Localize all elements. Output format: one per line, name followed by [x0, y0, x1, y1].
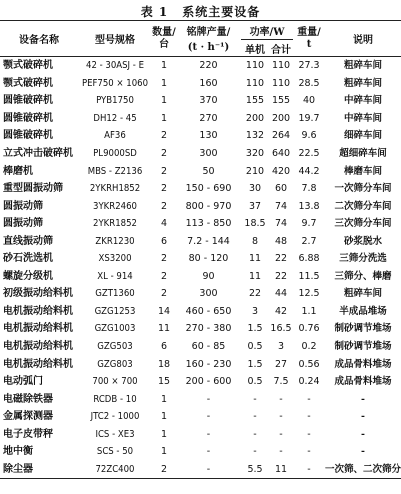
- cell-capacity: -: [206, 411, 211, 423]
- cell-capacity: -: [206, 446, 211, 458]
- cell-model: GZT1360: [95, 288, 135, 300]
- cell-weight: 9.6: [301, 130, 317, 142]
- cell-name: 颚式破碎机: [3, 60, 53, 72]
- cell-name: 电机振动给料机: [3, 358, 73, 370]
- table-row: [0, 373, 401, 391]
- cell-name: 螺旋分级机: [3, 270, 53, 282]
- cell-quantity: 14: [157, 305, 171, 317]
- cell-power-total: 16.5: [270, 323, 292, 335]
- cell-weight: 28.5: [298, 77, 320, 89]
- cell-note: 三筛分洗选: [339, 253, 387, 265]
- cell-power-total: 22: [274, 253, 288, 265]
- cell-weight: 0.56: [298, 358, 320, 370]
- cell-capacity: 160: [199, 77, 218, 89]
- cell-model: 42 - 30ASJ - E: [86, 60, 144, 72]
- cell-power-total: 44: [274, 288, 288, 300]
- cell-model: GZG503: [97, 341, 133, 353]
- table-row: [0, 197, 401, 215]
- table-row: [0, 303, 401, 321]
- cell-power-total: 74: [274, 218, 288, 230]
- cell-model: JTC2 - 1000: [90, 411, 140, 423]
- cell-quantity: 2: [160, 148, 168, 159]
- cell-model: ZKR1230: [95, 235, 135, 247]
- cell-power-single: 8: [251, 235, 259, 247]
- cell-quantity: 1: [160, 60, 168, 72]
- cell-quantity: 1: [160, 112, 168, 124]
- table-row: [0, 232, 401, 250]
- cell-weight: 0.2: [301, 341, 317, 353]
- cell-model: GZG803: [97, 358, 133, 370]
- header-power-single: 单机: [241, 40, 269, 57]
- cell-power-single: 155: [245, 95, 265, 107]
- cell-capacity: 220: [199, 60, 218, 72]
- cell-power-total: 155: [271, 95, 291, 107]
- cell-weight: -: [307, 411, 311, 423]
- cell-capacity: 150 - 690: [185, 183, 232, 195]
- cell-quantity: 1: [160, 393, 168, 405]
- table-row: [0, 110, 401, 128]
- header-quantity: [152, 21, 176, 57]
- cell-power-total: 42: [274, 305, 288, 317]
- cell-power-single: 30: [248, 183, 262, 195]
- cell-capacity: 370: [199, 95, 218, 107]
- table-row: [0, 425, 401, 443]
- cell-capacity: 300: [199, 148, 218, 159]
- cell-power-single: 1.5: [247, 358, 263, 370]
- cell-power-single: 3: [251, 305, 259, 317]
- cell-quantity: 2: [160, 183, 168, 195]
- cell-power-total: 11: [274, 463, 288, 475]
- cell-note: 半成品堆场: [339, 305, 387, 317]
- cell-power-total: 48: [274, 235, 288, 247]
- table-title: 系统主要设备: [182, 5, 261, 19]
- cell-power-single: 210: [245, 165, 265, 177]
- cell-power-total: 60: [274, 183, 288, 195]
- cell-power-single: 1.5: [247, 323, 263, 335]
- cell-model: MBS - Z2136: [87, 165, 143, 177]
- header-weight-unit: t: [306, 38, 312, 50]
- cell-power-total: 110: [271, 77, 291, 89]
- cell-power-total: 22: [274, 270, 288, 282]
- cell-name: 电机振动给料机: [3, 341, 73, 353]
- cell-power-total: 7.5: [273, 376, 289, 388]
- header-capacity: 铭牌产量/: [186, 26, 231, 38]
- cell-note: 二次筛分车间: [334, 200, 392, 212]
- cell-power-total: -: [279, 393, 283, 405]
- cell-model: RCDB - 10: [93, 393, 137, 405]
- cell-name: 除尘器: [3, 463, 33, 475]
- cell-name: 电机振动给料机: [3, 305, 73, 317]
- cell-model: SCS - 50: [96, 446, 134, 458]
- cell-weight: 6.88: [298, 253, 320, 265]
- cell-note: 三筛分、棒磨: [334, 270, 392, 282]
- cell-capacity: 160 - 230: [185, 358, 232, 370]
- header-quantity-unit: 台: [159, 38, 169, 50]
- cell-weight: 9.7: [301, 218, 317, 230]
- cell-model: 2YKR1852: [93, 218, 137, 230]
- cell-weight: 11.5: [298, 270, 320, 282]
- cell-quantity: 6: [160, 341, 168, 353]
- cell-weight: 19.7: [298, 112, 320, 124]
- cell-note: 一次筛分车间: [334, 183, 392, 195]
- cell-power-total: 27: [274, 358, 288, 370]
- cell-power-single: 11: [248, 253, 262, 265]
- table-row: [0, 443, 401, 461]
- cell-weight: -: [307, 428, 311, 440]
- cell-note: -: [361, 393, 365, 405]
- cell-note: 中碎车间: [344, 95, 383, 107]
- cell-weight: 27.3: [298, 60, 320, 72]
- header-power: 功率/W: [249, 26, 285, 38]
- cell-note: 三次筛分车间: [334, 218, 392, 230]
- cell-quantity: 2: [160, 165, 168, 177]
- cell-capacity: 60 - 85: [191, 341, 226, 353]
- header-note: 说明: [353, 35, 374, 46]
- equipment-table: [0, 20, 401, 479]
- cell-capacity: 7.2 - 144: [187, 235, 230, 247]
- cell-power-total: -: [279, 428, 283, 440]
- cell-weight: -: [307, 393, 311, 405]
- cell-name: 砂石洗选机: [3, 253, 53, 265]
- table-row: [0, 461, 401, 479]
- cell-name: 颚式破碎机: [3, 77, 53, 89]
- cell-model: 700 × 700: [92, 376, 138, 388]
- cell-capacity: 90: [202, 270, 215, 282]
- cell-quantity: 1: [160, 95, 168, 107]
- cell-model: AF36: [104, 130, 126, 142]
- table-row: [0, 355, 401, 373]
- table-row: [0, 57, 401, 75]
- cell-weight: -: [307, 463, 311, 475]
- cell-weight: 1.1: [301, 305, 317, 317]
- cell-name: 圆振动筛: [3, 200, 43, 212]
- cell-power-single: 110: [245, 77, 265, 89]
- cell-power-total: 264: [271, 130, 291, 142]
- cell-name: 直线振动筛: [3, 235, 53, 247]
- table-row: [0, 320, 401, 338]
- cell-power-single: -: [253, 446, 257, 458]
- cell-quantity: 2: [160, 288, 168, 300]
- table-row: [0, 268, 401, 286]
- cell-capacity: 50: [202, 165, 215, 177]
- cell-weight: 7.8: [301, 183, 317, 195]
- cell-power-total: -: [279, 446, 283, 458]
- table-row: [0, 215, 401, 233]
- cell-power-single: -: [253, 411, 257, 423]
- cell-name: 初级振动给料机: [3, 288, 73, 300]
- cell-capacity: 800 - 970: [185, 200, 232, 212]
- cell-power-single: 132: [245, 130, 265, 142]
- cell-weight: 2.7: [301, 235, 317, 247]
- cell-note: -: [361, 411, 365, 423]
- table-body: [0, 57, 401, 479]
- cell-quantity: 1: [160, 411, 168, 423]
- table-row: [0, 162, 401, 180]
- cell-note: 粗碎车间: [344, 288, 383, 300]
- cell-capacity: -: [206, 393, 211, 405]
- cell-power-single: 0.5: [247, 376, 263, 388]
- cell-quantity: 2: [160, 270, 168, 282]
- cell-weight: 13.8: [298, 200, 320, 212]
- cell-power-single: 0.5: [247, 341, 263, 353]
- table-row: [0, 338, 401, 356]
- cell-power-single: 320: [245, 148, 265, 159]
- cell-weight: 12.5: [298, 288, 320, 300]
- cell-weight: 0.24: [298, 376, 320, 388]
- cell-note: 成品骨料堆场: [334, 376, 392, 388]
- cell-quantity: 2: [160, 463, 168, 475]
- cell-name: 圆锥破碎机: [3, 112, 53, 124]
- cell-note: 中碎车间: [344, 112, 383, 124]
- cell-quantity: 2: [160, 253, 168, 265]
- cell-power-single: 37: [248, 200, 262, 212]
- cell-quantity: 1: [160, 446, 168, 458]
- header-weight-label: 重量/: [297, 26, 321, 38]
- cell-power-single: 5.5: [247, 463, 263, 475]
- cell-model: PYB1750: [96, 95, 134, 107]
- header-weight: [293, 21, 325, 57]
- cell-name: 电动弧门: [3, 376, 43, 388]
- table-header: [0, 21, 401, 57]
- cell-power-single: 22: [248, 288, 262, 300]
- cell-quantity: 6: [160, 235, 168, 247]
- cell-capacity: -: [206, 428, 211, 440]
- cell-capacity: 300: [199, 288, 218, 300]
- cell-model: XL - 914: [97, 270, 133, 282]
- cell-quantity: 4: [160, 218, 168, 230]
- cell-weight: 40: [302, 95, 316, 107]
- table-row: [0, 75, 401, 93]
- cell-note: 一次筛、二次筛分: [325, 463, 401, 475]
- cell-weight: 0.76: [298, 323, 320, 335]
- cell-capacity: 460 - 650: [185, 305, 232, 317]
- cell-model: 2YKRH1852: [89, 183, 141, 195]
- cell-power-total: 74: [274, 200, 288, 212]
- cell-name: 立式冲击破碎机: [3, 148, 73, 159]
- cell-note: -: [361, 446, 365, 458]
- cell-power-total: 200: [271, 112, 291, 124]
- cell-capacity: 270 - 380: [185, 323, 232, 335]
- header-capacity-unit: (t · h⁻¹): [187, 42, 230, 54]
- cell-capacity: -: [206, 463, 211, 475]
- cell-note: 成品骨料堆场: [334, 358, 392, 370]
- header-model: 型号规格: [95, 35, 135, 46]
- cell-power-total: 640: [271, 148, 291, 159]
- table-row: [0, 145, 401, 163]
- cell-power-single: 18.5: [244, 218, 266, 230]
- header-quantity-label: 数量/: [152, 26, 176, 38]
- cell-weight: 44.2: [298, 165, 320, 177]
- cell-power-single: 200: [245, 112, 265, 124]
- cell-model: 3YKR2460: [93, 200, 137, 212]
- cell-power-single: -: [253, 428, 257, 440]
- table-caption: [0, 3, 401, 20]
- cell-model: XS3200: [98, 253, 132, 265]
- cell-model: PL9000SD: [93, 148, 137, 159]
- cell-note: 细碎车间: [344, 130, 383, 142]
- cell-power-single: 11: [248, 270, 262, 282]
- cell-name: 圆锥破碎机: [3, 95, 53, 107]
- header-name: 设备名称: [19, 35, 59, 46]
- table-row: [0, 92, 401, 110]
- cell-model: GZG1003: [94, 323, 136, 335]
- cell-quantity: 18: [157, 358, 171, 370]
- cell-note: 制砂调节堆场: [334, 323, 392, 335]
- cell-power-single: -: [253, 393, 257, 405]
- cell-power-single: 110: [245, 60, 265, 72]
- cell-note: 粗碎车间: [344, 77, 383, 89]
- cell-name: 金属探测器: [3, 411, 53, 423]
- cell-note: 超细碎车间: [339, 148, 387, 159]
- cell-quantity: 2: [160, 130, 168, 142]
- cell-model: GZG1253: [94, 305, 136, 317]
- cell-weight: 22.5: [298, 148, 320, 159]
- header-power-total: 合计: [269, 40, 293, 57]
- table-row: [0, 127, 401, 145]
- table-row: [0, 408, 401, 426]
- cell-model: PEF750 × 1060: [81, 77, 149, 89]
- cell-name: 圆振动筛: [3, 218, 43, 230]
- cell-quantity: 2: [160, 200, 168, 212]
- cell-capacity: 270: [199, 112, 218, 124]
- cell-model: ICS - XE3: [95, 428, 135, 440]
- cell-quantity: 15: [157, 376, 171, 388]
- cell-name: 电磁除铁器: [3, 393, 53, 405]
- cell-name: 地中衡: [3, 446, 33, 458]
- cell-quantity: 11: [157, 323, 171, 335]
- cell-power-total: 3: [277, 341, 285, 353]
- cell-name: 电机振动给料机: [3, 323, 73, 335]
- table-row: [0, 180, 401, 198]
- table-row: [0, 250, 401, 268]
- cell-note: -: [361, 428, 365, 440]
- cell-name: 棒磨机: [3, 165, 33, 177]
- cell-capacity: 113 - 850: [185, 218, 232, 230]
- cell-model: DH12 - 45: [93, 112, 137, 124]
- cell-capacity: 80 - 120: [188, 253, 229, 265]
- cell-capacity: 130: [199, 130, 218, 142]
- cell-power-total: -: [279, 411, 283, 423]
- cell-power-total: 420: [271, 165, 291, 177]
- table-number: 表 1: [140, 5, 169, 19]
- cell-weight: -: [307, 446, 311, 458]
- cell-note: 砂浆脱水: [344, 235, 383, 247]
- cell-quantity: 1: [160, 77, 168, 89]
- cell-power-total: 110: [271, 60, 291, 72]
- cell-capacity: 200 - 600: [185, 376, 232, 388]
- cell-quantity: 1: [160, 428, 168, 440]
- cell-note: 制砂调节堆场: [334, 341, 392, 353]
- table-row: [0, 285, 401, 303]
- cell-name: 重型圆振动筛: [3, 183, 63, 195]
- cell-note: 粗碎车间: [344, 60, 383, 72]
- cell-name: 电子皮带秤: [3, 428, 53, 440]
- cell-name: 圆锥破碎机: [3, 130, 53, 142]
- cell-note: 棒磨车间: [344, 165, 383, 177]
- cell-model: 72ZC400: [95, 463, 135, 475]
- table-row: [0, 390, 401, 408]
